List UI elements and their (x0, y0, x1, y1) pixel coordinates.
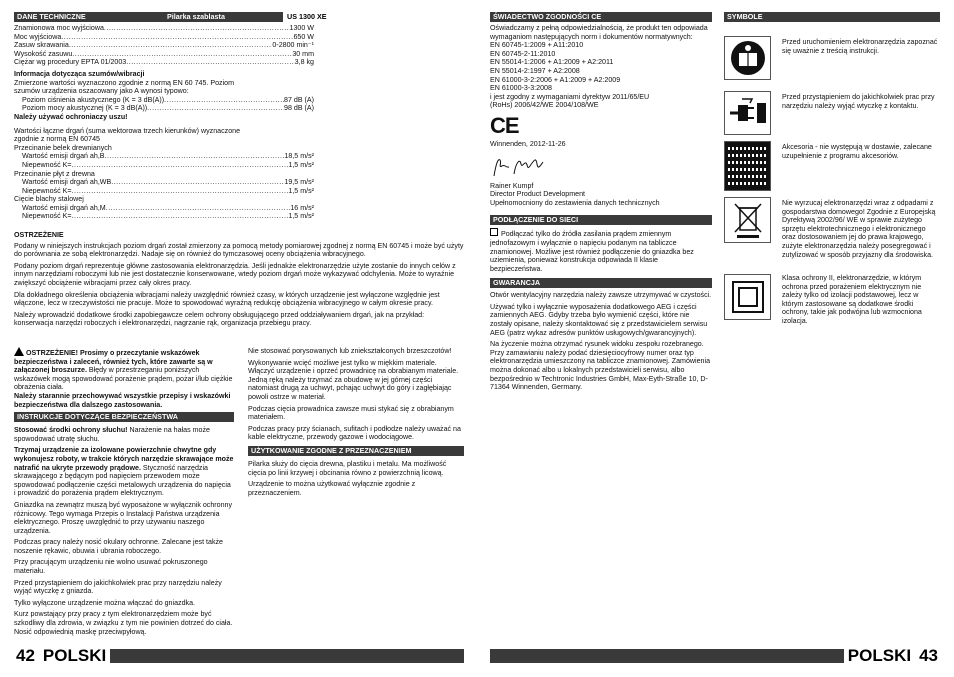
saw-blades-icon (724, 141, 771, 191)
warranty-p2: Używać tylko i wyłącznie wyposażenia dodatkowego AEG i części zamiennych AEG. Gdyby trzeba było wymienić części, które nie zostały opisane, należy skontaktować się z przedstawicielem serwisu AEG (patrz wykaz adresów punktów usługowych/gwarancyjnych). (490, 302, 708, 337)
signer-title: Director Product Development (490, 190, 586, 199)
intended-use-header: UŻYTKOWANIE ZGODNE Z PRZEZNACZENIEM (248, 446, 464, 456)
warranty-p3: Na życzenie można otrzymać rysunek widoku zespołu rozebranego. Przy zamawianiu należy podać dziesięciocyfrowy numer oraz typ elektronarzędzia umieszczony na tabliczce znamionowej. Zamówienia można dokonać albo u lokalnych przedstawicieli serwisu, albo bezpośrednio w Techtronic Industries GmbH, Max-Eyth-Straße 10, D-71364 Winnenden, Germany. (490, 340, 711, 392)
safety-p2: Trzymaj urządzenie za izolowane powierzchnie chwytne gdy wykonujesz roboty, w trakcie których narzędzie skrawające może natrafić na ukryte przewody prądowe. Styczność narzędzia skrawającego z będącym pod napięciem przewodem może spowodować podłączenie części metalowych urządzenia do napięcia i prowadzić do porażenia prądem elektrycznym. (14, 446, 234, 498)
spec-row-dots (104, 24, 290, 33)
ce-mark: CE (490, 112, 519, 138)
cutting-paragraph: Podczas cięcia prowadnica zawsze musi stykać się z obrabianym materiałem. (248, 404, 454, 422)
safety-paragraphs (14, 501, 234, 636)
vibration-row-label: Niepewność K= (22, 212, 72, 221)
warranty-header: GWARANCJA (490, 278, 712, 288)
cutting-paragraphs (248, 347, 464, 442)
vibration-row-dots (72, 212, 289, 221)
warning-paragraph: Należy wprowadzić dodatkowe środki zapobiegawcze celem ochrony obsługującego przed oddziaływaniem drgań, jak na przykład: konserwacja narzędzi roboczych i elektronarzędzi, nagrzanie rąk, organizacja przebiegu pracy. (14, 310, 425, 328)
spec-row (14, 24, 314, 33)
safety-paragraph: Kurz powstający przy pracy z tym elektronarzędziem może być szkodliwy dla zdrowia, w związku z tym nie powinien dotrzeć do ciała. Nosić odpowiednią maskę przeciwpyłową. (14, 610, 233, 636)
intended-use-paragraph: Pilarka służy do cięcia drewna, plastiku i metalu. Ma możliwość cięcia po linii krzywej i obcinania równo z powierzchnią licową. (248, 459, 447, 477)
left-column-2 (248, 347, 464, 500)
vibration-row-dots (72, 161, 289, 170)
safety-paragraph: Tylko wyłączone urządzenie można włączać do gniazdka. (14, 598, 195, 607)
spec-row (14, 50, 314, 59)
spec-row (14, 58, 314, 67)
symbol-text: Przed przystąpieniem do jakichkolwiek prac przy narzędziu należy wyjąć wtyczkę z kontaktu. (782, 93, 935, 110)
vibration-row (14, 152, 314, 161)
safety-paragraph: Przed przystąpieniem do jakichkolwiek prac przy narzędziu należy wyjąć wtyczkę z gniazda. (14, 578, 222, 596)
vibration-row (14, 161, 314, 170)
vibration-row (14, 204, 314, 213)
noise-row-value: 98 dB (A) (284, 104, 314, 113)
vibration-row-value: 18,5 m/s² (284, 152, 314, 161)
signature-icon (490, 154, 560, 180)
norm-item: EN 60745-1:2009 + A11:2010 (490, 41, 584, 50)
spec-row-dots (72, 50, 292, 59)
symbol-text: Klasa ochrony II, elektronarzędzie, w którym ochrona przed porażeniem elektrycznym nie zależy tylko od izolacji podstawowej, lecz w którym zastosowane są dodatkowe środki ochrony, takie jak podwójna lub wzmocniona izolacja. (782, 274, 922, 325)
noise-intro: Zmierzone wartości wyznaczono zgodnie z normą EN 60 745. Poziom szumów urządzenia oszacowany jako A wynosi typowo: (14, 78, 235, 96)
symbol-item (724, 36, 938, 80)
left-column-1 (14, 347, 234, 639)
safety-paragraph: Podczas pracy należy nosić okulary ochronne. Zalecane jest także noszenie rękawic, obuwia i ubrania roboczego. (14, 538, 223, 555)
symbol-item (724, 274, 938, 326)
spec-row-value: 650 W (293, 32, 314, 41)
spec-row-label: Wysokość zasuwu (14, 49, 73, 58)
noise-row (14, 104, 314, 113)
spec-row (14, 41, 314, 50)
vibration-row-dots (111, 178, 284, 187)
norm-list (490, 41, 712, 93)
spec-row (14, 33, 314, 42)
ce-outro: i jest zgodny z wymaganiami dyrektyw 2011/65/EU (RoHs) 2006/42/WE 2004/108/WE (490, 92, 650, 110)
warranty-p1: Otwór wentylacyjny narzędzia należy zawsze utrzymywać w czystości. (490, 291, 712, 300)
vibration-row-value: 19,5 m/s² (284, 178, 314, 187)
vibration-row-label: Niepewność K= (22, 160, 72, 169)
intended-use-paragraph: Urządzenie to można użytkować wyłącznie zgodnie z przeznaczeniem. (248, 480, 416, 497)
tech-data-header (14, 12, 464, 22)
class-ii-icon (724, 274, 771, 320)
spec-row-dots (126, 58, 294, 67)
ce-header: ŚWIADECTWO ZGODNOŚCI CE (490, 12, 712, 22)
noise-row-value: 87 dB (A) (284, 95, 314, 104)
noise-row (14, 96, 314, 105)
spec-row-value: 3,8 kg (294, 58, 314, 67)
warning-triangle-icon (14, 347, 24, 356)
spec-row-label: Ciężar wg procedury EPTA 01/2003 (14, 58, 127, 67)
warning-paragraph: Podany w niniejszych instrukcjach poziom drgań został zmierzony za pomocą metody pomiarowej zgodnej z normą EN 60745 i może być użyty do porównania ze sobą elektronarzędzi. Nadaje się on również do tymczasowej oceny obciążenia wibracyjnego. (14, 241, 464, 259)
vibration-row (14, 187, 314, 196)
noise-title: Informacja dotycząca szumów/wibracji (14, 69, 145, 78)
noise-list (14, 96, 314, 113)
norm-item: EN 61000-3-2:2006 + A1:2009 + A2:2009 (490, 75, 621, 84)
symbol-text: Akcesoria - nie występują w dostawie, zalecane uzupełnienie z programu akcesoriów. (782, 143, 932, 160)
cutting-paragraph: Wykonywanie wcięć możliwe jest tylko w miękkim materiale. Włączyć urządzenie i oprzeć prowadnicę na obrabianym materiale. Jedną ręką należy trzymać za obudowę w jej górnej części natomiast drugą za uchwyt, pchając uchwyt do góry i zagłębiając powoli ostrze w materiał. (248, 358, 459, 401)
spec-row-label: Znamionowa moc wyjściowa (14, 24, 104, 32)
vibration-group-title: Przecinanie płyt z drewna (14, 169, 95, 178)
norm-item: EN 61000-3-3:2008 (490, 84, 552, 93)
spec-row-dots (61, 33, 293, 42)
spec-row-value: 30 mm (292, 49, 314, 58)
cutting-paragraph: Nie stosować porysowanych lub zniekształconych brzeszczotów! (248, 347, 452, 355)
vibration-row-label: Wartość emisji drgań ah,M (22, 203, 106, 212)
symbol-item (724, 141, 938, 191)
right-column-1 (490, 12, 712, 395)
vibration-row-label: Niepewność K= (22, 186, 72, 195)
mains-header: PODŁĄCZENIE DO SIECI (490, 215, 712, 225)
vibration-row-value: 1,5 m/s² (288, 186, 314, 195)
tech-data-section (14, 12, 464, 331)
place-date: Winnenden, 2012-11-26 (490, 139, 566, 148)
class-ii-small-icon (490, 228, 498, 236)
vibration-row-value: 16 m/s² (290, 203, 314, 212)
model-number: US 1300 XE (283, 12, 464, 22)
symbols-header: SYMBOLE (724, 12, 940, 22)
tech-data-title: DANE TECHNICZNE (17, 12, 86, 21)
mains-text: Podłączać tylko do źródła zasilania prądem zmiennym jednofazowym i wyłącznie o napięciu podanym na tabliczce znamionowej. Możliwe jest również podłączenie do gniazdka bez uziemienia, ponieważ konstrukcja odpowiada II klasie bezpieczeństwa. (490, 230, 694, 273)
page-number-right: 43 (919, 646, 938, 665)
spec-list (14, 24, 314, 67)
vibration-row-value: 1,5 m/s² (288, 212, 314, 221)
language-left: POLSKI (42, 646, 107, 665)
vibration-group-title: Przecinanie belek drewnianych (14, 143, 112, 152)
authorized-note: Upełnomocniony do zestawienia danych technicznych (490, 198, 660, 207)
warning-title: OSTRZEŻENIE (14, 231, 64, 240)
symbol-item (724, 197, 938, 259)
spec-row-value: 0-2800 min⁻¹ (272, 41, 314, 50)
language-right: POLSKI (847, 646, 912, 665)
noise-row-dots (164, 96, 284, 105)
vibration-row-value: 1,5 m/s² (288, 160, 314, 169)
spec-row-label: Moc wyjściowa (14, 32, 62, 41)
norm-item: EN 55014-2:1997 + A2:2008 (490, 66, 580, 75)
read-manual-icon (724, 36, 771, 80)
noise-row-label: Poziom ciśnienia akustycznego (K = 3 dB(A)) (22, 95, 165, 104)
symbol-item (724, 91, 942, 135)
safety-paragraph: Przy pracującym urządzeniu nie wolno usuwać pokruszonego materiału. (14, 558, 208, 576)
spec-row-value: 1300 W (289, 24, 314, 32)
vibration-row-label: Wartość emisji drgań ah,B (22, 152, 105, 161)
spec-row-label: Zasuw skrawania (14, 41, 69, 50)
warning-paragraphs (14, 242, 464, 328)
page-number-left: 42 (16, 646, 35, 665)
weee-bin-icon (724, 197, 771, 243)
ce-intro: Oświadczamy z pełną odpowiedzialnością, że produkt ten odpowiada wymaganiom następujących norm i dokumentów normatywnych: (490, 24, 708, 41)
vibration-row-dots (105, 152, 285, 161)
safety-p1: Stosować środki ochrony słuchu! Narażenie na hałas może spowodować utratę słuchu. (14, 426, 210, 443)
norm-item: EN 60745-2-11:2010 (490, 49, 556, 58)
vibration-row-label: Wartość emisji drgań ah,WB (22, 178, 112, 187)
left-footer (14, 646, 110, 666)
vibration-row-dots (72, 187, 289, 196)
vibration-list (14, 144, 314, 221)
warning-paragraph: Podany poziom drgań reprezentuje główne zastosowania elektronarzędzia. Jeśli jednakże elektronarzędzie użyte zostanie do innych celów z innym narzędziami roboczymi lub nie jest dostatecznie konserwowane, wtedy poziom drgań może wykazywać odchylenia. Może to wyraźnie zwiększyć obciążenie wibracjami przez cały okres pracy. (14, 261, 456, 288)
safety-header: INSTRUKCJE DOTYCZĄCE BEZPIECZEŃSTWA (14, 412, 234, 422)
model-label: Pilarka szablasta (167, 12, 225, 21)
vibration-row (14, 212, 314, 221)
right-footer (844, 646, 940, 666)
norm-item: EN 55014-1:2006 + A1:2009 + A2:2011 (490, 58, 614, 67)
cutting-paragraph: Podczas pracy przy ścianach, sufitach i podłodze należy uważać na kable elektryczne, przewody gazowe i wodociągowe. (248, 424, 461, 442)
vibration-row-dots (106, 204, 291, 213)
vibration-group-title: Cięcie blachy stalowej (14, 195, 84, 204)
intended-use-paragraphs (248, 460, 464, 497)
safety-paragraph: Gniazdka na zewnątrz muszą być wyposażone w wyłącznik ochronny różnicowy. Tego wymaga Przepis o Instalacji Państwa urządzenia elektrycznego. Proszę uwzględnić to przy używaniu naszego urządzenia. (14, 500, 233, 535)
unplug-icon (724, 91, 771, 135)
warning-paragraph: Dla dokładnego określenia obciążenia wibracjami należy uwzględnić również czasy, w których urządzenie jest wyłączone względnie jest włączone, lecz w rzeczywistości nie pracuje. Może to spowodować wyraźną redukcję obciążenia wibracyjnego w całym okresie pracy. (14, 290, 440, 308)
symbol-text: Nie wyrzucaj elektronarzędzi wraz z odpadami z gospodarstwa domowego! Zgodnie z Europejską Dyrektywą 2002/96/ WE w sprawie zużytego sprzętu elektrotechnicznego i elektronicznego oraz dostosowaniem jej do prawa krajowego, zużyte elektronarzędzia należy posegregować i zutylizować w sposób przyjazny dla środowiska. (782, 199, 936, 259)
noise-row-label: Poziom mocy akustycznej (K = 3 dB(A)) (22, 104, 148, 113)
symbol-text: Przed uruchomieniem elektronarzędzia zapoznać się uważnie z treścią instrukcji. (782, 38, 938, 55)
spec-row-dots (69, 41, 273, 50)
symbols-section (724, 12, 940, 325)
signer-name: Rainer Kumpf (490, 181, 534, 190)
safety-warning: OSTRZEŻENIE! Prosimy o przeczytanie wskazówek bezpieczeństwa i zaleceń, również tych, które zawarte są w załączonej broszurze. Błędy w przestrzeganiu poniższych wskazówek mogą spowodować porażenie prądem, pożar i/lub ciężkie obrażenia ciała. Należy starannie przechowywać wszystkie przepisy i wskazówki bezpieczeństwa dla dalszego zastosowania. (14, 349, 233, 409)
vibration-intro: Wartości łączne drgań (suma wektorowa trzech kierunków) wyznaczone zgodnie z normą EN 60745 (14, 126, 241, 144)
vibration-row (14, 178, 314, 187)
noise-row-dots (147, 104, 284, 113)
ear-protection-note: Należy używać ochroniaczy uszu! (14, 112, 128, 121)
